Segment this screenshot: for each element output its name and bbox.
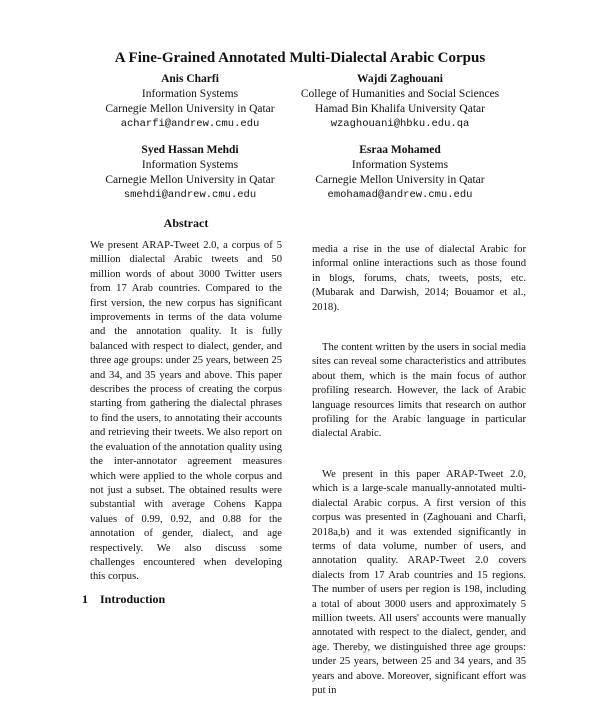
abstract-heading: Abstract bbox=[163, 216, 209, 230]
body-paragraph: We present in this paper ARAP-Tweet 2.0, which is a large-scale manually-annotated multi-dialectal Arabic corpus. A first version of this corpus was presented in (Zaghouani and Charfi, 2018a,b) and it was extended significantly in terms of data volume, number of users, and annotation quality. ARAP-Tweet 2.0 covers dialects from 17 Arab countries and 15 regions. The number of users per region is 198, including a total of about 3000 users and approximately 5 million tweets. All users' accounts were manually annotated with respect to the dialect, gender, and age. Thereby, we distinguished three age groups: under 25 years, between 25 and 34 years, and 35 years and above. Moreover, significant effort was put in bbox=[312, 468, 526, 696]
author-department: College of Humanities and Social Sciences bbox=[300, 88, 500, 100]
left-column bbox=[88, 216, 284, 585]
section-number: 1 bbox=[82, 592, 88, 606]
author-block bbox=[100, 72, 280, 132]
author-email: wzaghouani@hbku.edu.qa bbox=[330, 118, 470, 130]
author-affiliation: Carnegie Mellon University in Qatar bbox=[105, 174, 275, 186]
section-title: Introduction bbox=[100, 592, 166, 606]
author-email: smehdi@andrew.cmu.edu bbox=[123, 189, 257, 201]
author-affiliation: Hamad Bin Khalifa University Qatar bbox=[315, 103, 485, 115]
right-column bbox=[312, 243, 526, 724]
author-name: Anis Charfi bbox=[161, 73, 219, 85]
abstract-text: We present ARAP-Tweet 2.0, a corpus of 5 million dialectal Arabic tweets and 50 million words of about 3000 Twitter users from 17 Arab countries. Compared to the first version, the new corpus has significant improvements in terms of the data volume and the annotation quality. It is fully balanced with respect to dialect, gender, and three age groups: under 25 years, between 25 and 34, and 35 years and above. This paper describes the process of creating the corpus starting from gathering the dialectal phrases to find the users, to annotating their accounts and retrieving their tweets. We also report on the evaluation of the annotation quality using the inter-annotator agreement measures which were applied to the whole corpus and not just a subset. The obtained results were substantial with average Cohens Kappa values of 0.99, 0.92, and 0.88 for the annotation of gender, dialect, and age respectively. We also discuss some challenges encountered when developing this corpus. bbox=[90, 240, 282, 583]
paper-title: A Fine-Grained Annotated Multi-Dialectal Arabic Corpus bbox=[114, 50, 486, 66]
author-department: Information Systems bbox=[141, 88, 239, 100]
author-email: acharfi@andrew.cmu.edu bbox=[120, 118, 260, 130]
author-name: Wajdi Zaghouani bbox=[357, 73, 443, 85]
author-block bbox=[300, 72, 500, 132]
author-block bbox=[300, 143, 500, 203]
author-email: emohamad@andrew.cmu.edu bbox=[327, 189, 473, 201]
author-name: Esraa Mohamed bbox=[359, 144, 441, 156]
author-department: Information Systems bbox=[351, 159, 449, 171]
author-affiliation: Carnegie Mellon University in Qatar bbox=[315, 174, 485, 186]
author-department: Information Systems bbox=[141, 159, 239, 171]
author-affiliation: Carnegie Mellon University in Qatar bbox=[105, 103, 275, 115]
author-block bbox=[100, 143, 280, 203]
author-name: Syed Hassan Mehdi bbox=[141, 144, 239, 156]
body-paragraph: The content written by the users in social media sites can reveal some characteristics and attributes about them, which is the main focus of author profiling research. However, the lack of Arabic language resources limits that research on author profiling for the Arabic language in particular dialectal Arabic. bbox=[312, 342, 526, 440]
body-paragraph: media a rise in the use of dialectal Arabic for informal online interactions such as those found in blogs, forums, chats, tweets, posts, etc. (Mubarak and Darwish, 2014; Bouamor et al., 2018). bbox=[312, 244, 526, 313]
